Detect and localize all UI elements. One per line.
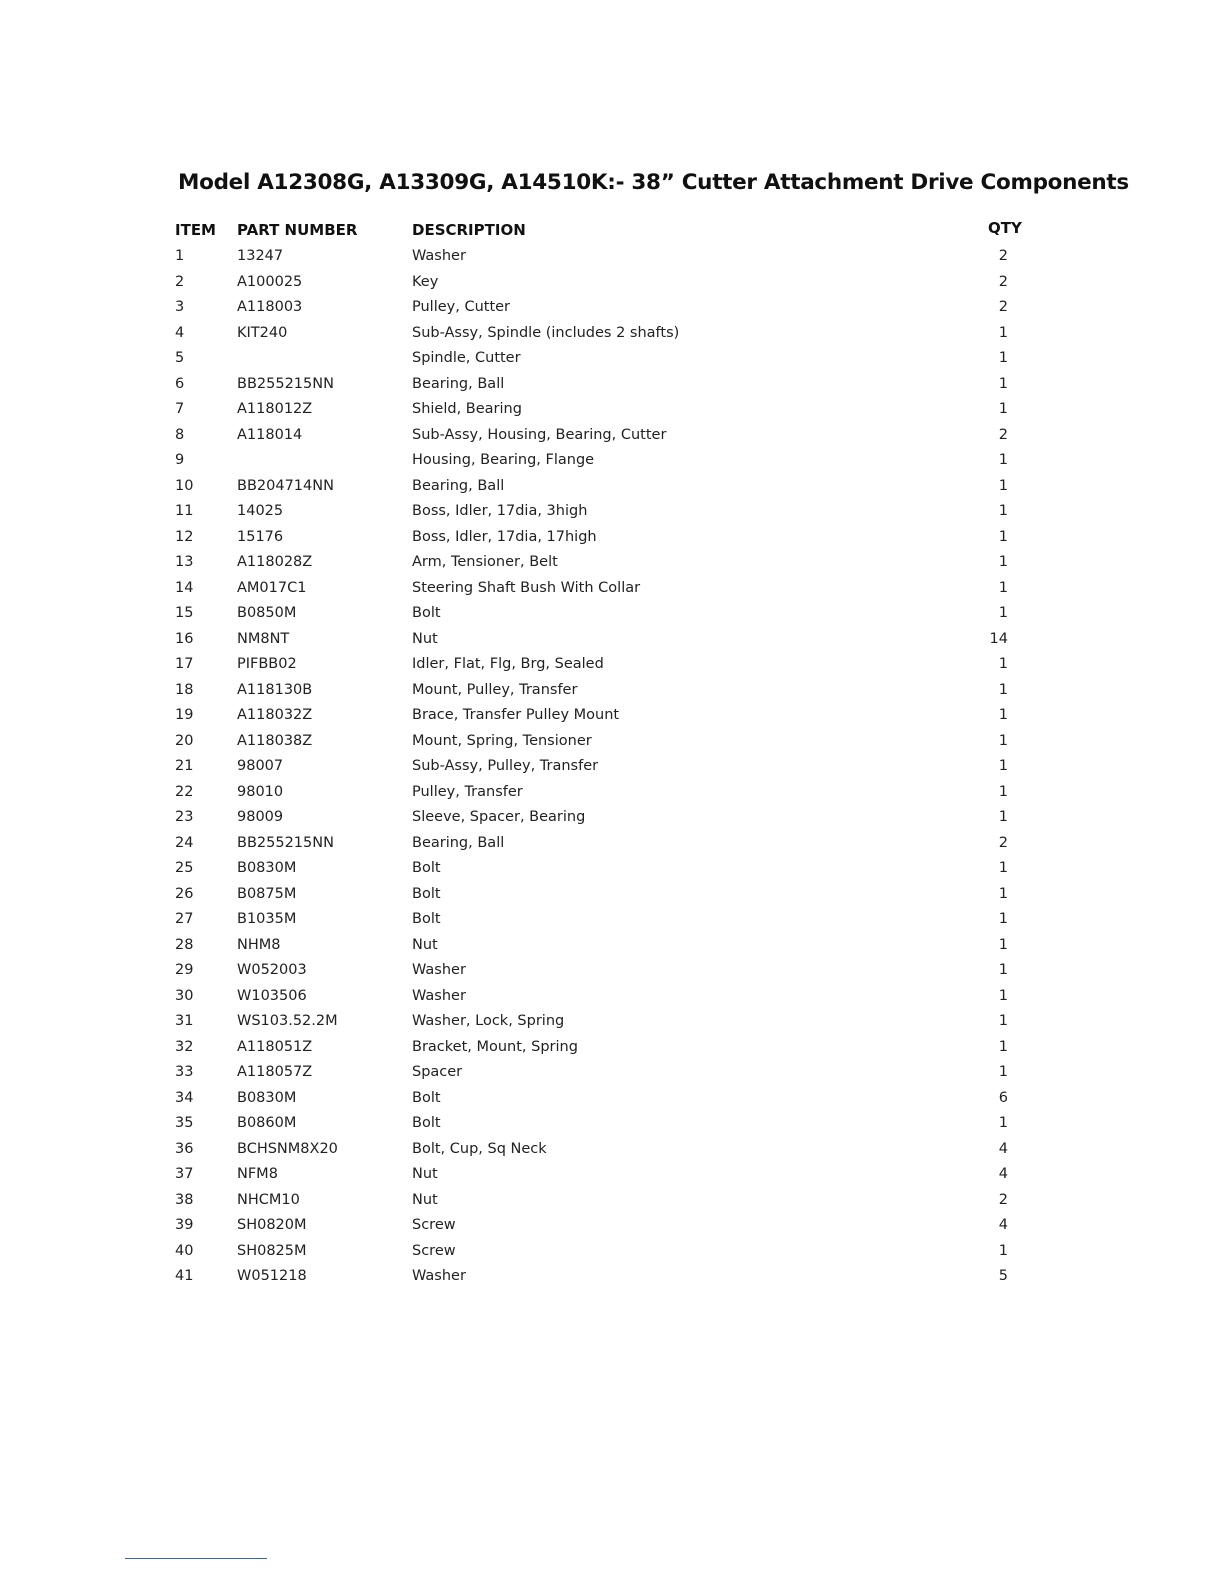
qty-cell: 1 xyxy=(998,1242,1008,1259)
table-row xyxy=(0,629,1224,655)
description-cell: Spindle, Cutter xyxy=(412,350,521,366)
item-cell: 5 xyxy=(175,350,185,366)
table-row xyxy=(0,323,1224,349)
description-cell: Shield, Bearing xyxy=(412,401,522,417)
description-cell: Boss, Idler, 17dia, 3high xyxy=(412,503,588,519)
part-number-cell: BB255215NN xyxy=(237,834,334,851)
table-row xyxy=(0,399,1224,425)
column-header-description: DESCRIPTION xyxy=(412,221,526,239)
description-cell: Boss, Idler, 17dia, 17high xyxy=(412,528,597,545)
table-row xyxy=(0,527,1224,553)
item-cell: 3 xyxy=(175,299,185,315)
part-number-cell: NHM8 xyxy=(237,936,281,953)
description-cell: Mount, Spring, Tensioner xyxy=(412,732,592,749)
qty-cell: 4 xyxy=(998,1140,1008,1157)
qty-cell: 1 xyxy=(998,656,1008,672)
parts-table xyxy=(0,246,1224,1292)
description-cell: Washer xyxy=(412,987,466,1004)
item-cell: 15 xyxy=(175,605,194,621)
item-cell: 8 xyxy=(175,426,185,443)
description-cell: Sleeve, Spacer, Bearing xyxy=(412,809,586,825)
description-cell: Nut xyxy=(412,936,438,953)
qty-cell: 1 xyxy=(998,936,1008,953)
table-row xyxy=(0,807,1224,833)
part-number-cell: SH0820M xyxy=(237,1217,307,1233)
qty-cell: 1 xyxy=(998,860,1008,876)
item-cell: 13 xyxy=(175,554,194,570)
part-number-cell: A118028Z xyxy=(237,554,313,570)
item-cell: 37 xyxy=(175,1166,194,1182)
qty-cell: 1 xyxy=(998,401,1008,417)
item-cell: 20 xyxy=(175,732,194,749)
part-number-cell: A118014 xyxy=(237,426,303,443)
part-number-cell: A118012Z xyxy=(237,401,313,417)
table-row xyxy=(0,756,1224,782)
item-cell: 2 xyxy=(175,273,185,290)
table-row xyxy=(0,1062,1224,1088)
description-cell: Mount, Pulley, Transfer xyxy=(412,681,578,698)
column-header-part-number: PART NUMBER xyxy=(237,221,358,239)
qty-cell: 6 xyxy=(998,1089,1008,1106)
table-row xyxy=(0,1139,1224,1165)
part-number-cell: W103506 xyxy=(237,987,307,1004)
item-cell: 26 xyxy=(175,885,194,902)
description-cell: Bolt xyxy=(412,605,441,621)
item-cell: 30 xyxy=(175,987,194,1004)
table-row xyxy=(0,833,1224,859)
description-cell: Spacer xyxy=(412,1064,463,1080)
description-cell: Pulley, Transfer xyxy=(412,783,523,800)
description-cell: Washer xyxy=(412,248,466,264)
description-cell: Steering Shaft Bush With Collar xyxy=(412,579,641,596)
description-cell: Sub-Assy, Housing, Bearing, Cutter xyxy=(412,426,667,443)
table-row xyxy=(0,731,1224,757)
description-cell: Bolt xyxy=(412,1115,441,1131)
table-row xyxy=(0,960,1224,986)
part-number-cell: SH0825M xyxy=(237,1242,307,1259)
item-cell: 32 xyxy=(175,1038,194,1055)
table-row xyxy=(0,501,1224,527)
part-number-cell: W051218 xyxy=(237,1268,307,1284)
part-number-cell: NFM8 xyxy=(237,1166,278,1182)
qty-cell: 1 xyxy=(998,681,1008,698)
part-number-cell: 15176 xyxy=(237,528,284,545)
qty-cell: 14 xyxy=(989,630,1008,647)
qty-cell: 4 xyxy=(998,1217,1008,1233)
description-cell: Bearing, Ball xyxy=(412,375,505,392)
qty-cell: 4 xyxy=(998,1166,1008,1182)
table-row xyxy=(0,348,1224,374)
item-cell: 28 xyxy=(175,936,194,953)
qty-cell: 1 xyxy=(998,911,1008,927)
table-row xyxy=(0,476,1224,502)
qty-cell: 1 xyxy=(998,503,1008,519)
description-cell: Nut xyxy=(412,1166,438,1182)
item-cell: 21 xyxy=(175,758,194,774)
qty-cell: 2 xyxy=(998,426,1008,443)
item-cell: 7 xyxy=(175,401,185,417)
qty-cell: 1 xyxy=(998,758,1008,774)
description-cell: Washer xyxy=(412,962,466,978)
table-row xyxy=(0,884,1224,910)
qty-cell: 2 xyxy=(998,248,1008,264)
qty-cell: 1 xyxy=(998,1115,1008,1131)
description-cell: Sub-Assy, Spindle (includes 2 shafts) xyxy=(412,324,680,341)
item-cell: 6 xyxy=(175,375,185,392)
table-row xyxy=(0,246,1224,272)
part-number-cell: BB204714NN xyxy=(237,477,334,494)
item-cell: 41 xyxy=(175,1268,194,1284)
qty-cell: 2 xyxy=(998,299,1008,315)
description-cell: Washer xyxy=(412,1268,466,1284)
table-row xyxy=(0,909,1224,935)
table-row xyxy=(0,450,1224,476)
description-cell: Nut xyxy=(412,630,438,647)
part-number-cell: A100025 xyxy=(237,273,303,290)
item-cell: 11 xyxy=(175,503,194,519)
table-row xyxy=(0,1190,1224,1216)
description-cell: Bearing, Ball xyxy=(412,477,505,494)
column-header-qty: QTY xyxy=(988,219,1022,237)
qty-cell: 2 xyxy=(998,1191,1008,1208)
part-number-cell: B0830M xyxy=(237,860,297,876)
qty-cell: 1 xyxy=(998,375,1008,392)
qty-cell: 1 xyxy=(998,528,1008,545)
part-number-cell: BB255215NN xyxy=(237,375,334,392)
description-cell: Bolt xyxy=(412,911,441,927)
item-cell: 39 xyxy=(175,1217,194,1233)
qty-cell: 1 xyxy=(998,579,1008,596)
part-number-cell: NM8NT xyxy=(237,630,290,647)
item-cell: 23 xyxy=(175,809,194,825)
table-row xyxy=(0,1241,1224,1267)
qty-cell: 1 xyxy=(998,707,1008,723)
part-number-cell: A118130B xyxy=(237,681,313,698)
table-row xyxy=(0,603,1224,629)
table-row xyxy=(0,782,1224,808)
item-cell: 9 xyxy=(175,452,185,468)
table-row xyxy=(0,680,1224,706)
part-number-cell: A118051Z xyxy=(237,1038,313,1055)
table-row xyxy=(0,1011,1224,1037)
qty-cell: 1 xyxy=(998,987,1008,1004)
item-cell: 33 xyxy=(175,1064,194,1080)
qty-cell: 1 xyxy=(998,732,1008,749)
qty-cell: 1 xyxy=(998,324,1008,341)
part-number-cell: A118032Z xyxy=(237,707,313,723)
item-cell: 25 xyxy=(175,860,194,876)
qty-cell: 1 xyxy=(998,554,1008,570)
description-cell: Washer, Lock, Spring xyxy=(412,1013,565,1029)
part-number-cell: A118003 xyxy=(237,299,303,315)
qty-cell: 1 xyxy=(998,452,1008,468)
description-cell: Bolt xyxy=(412,1089,441,1106)
description-cell: Bolt xyxy=(412,860,441,876)
description-cell: Key xyxy=(412,273,439,290)
qty-cell: 5 xyxy=(998,1268,1008,1284)
qty-cell: 1 xyxy=(998,783,1008,800)
part-number-cell: 14025 xyxy=(237,503,284,519)
description-cell: Brace, Transfer Pulley Mount xyxy=(412,707,620,723)
item-cell: 19 xyxy=(175,707,194,723)
description-cell: Nut xyxy=(412,1191,438,1208)
description-cell: Screw xyxy=(412,1217,456,1233)
table-row xyxy=(0,1164,1224,1190)
description-cell: Arm, Tensioner, Belt xyxy=(412,554,558,570)
item-cell: 31 xyxy=(175,1013,194,1029)
qty-cell: 1 xyxy=(998,962,1008,978)
description-cell: Housing, Bearing, Flange xyxy=(412,452,595,468)
part-number-cell: AM017C1 xyxy=(237,579,307,596)
table-row xyxy=(0,1266,1224,1292)
table-row xyxy=(0,935,1224,961)
item-cell: 10 xyxy=(175,477,194,494)
item-cell: 1 xyxy=(175,248,185,264)
part-number-cell: 98007 xyxy=(237,758,284,774)
footer-divider xyxy=(125,1558,267,1559)
table-row xyxy=(0,858,1224,884)
part-number-cell: B0860M xyxy=(237,1115,297,1131)
item-cell: 29 xyxy=(175,962,194,978)
item-cell: 14 xyxy=(175,579,194,596)
item-cell: 35 xyxy=(175,1115,194,1131)
table-row xyxy=(0,1215,1224,1241)
column-header-item: ITEM xyxy=(175,221,216,239)
table-row xyxy=(0,705,1224,731)
table-row xyxy=(0,986,1224,1012)
part-number-cell: 98009 xyxy=(237,809,284,825)
item-cell: 18 xyxy=(175,681,194,698)
part-number-cell: B0850M xyxy=(237,605,297,621)
table-row xyxy=(0,272,1224,298)
description-cell: Idler, Flat, Flg, Brg, Sealed xyxy=(412,656,604,672)
table-row xyxy=(0,1113,1224,1139)
part-number-cell: A118057Z xyxy=(237,1064,313,1080)
part-number-cell: 13247 xyxy=(237,248,284,264)
item-cell: 27 xyxy=(175,911,194,927)
part-number-cell: WS103.52.2M xyxy=(237,1013,338,1029)
item-cell: 36 xyxy=(175,1140,194,1157)
description-cell: Bearing, Ball xyxy=(412,834,505,851)
table-row xyxy=(0,552,1224,578)
item-cell: 12 xyxy=(175,528,194,545)
qty-cell: 1 xyxy=(998,1064,1008,1080)
table-row xyxy=(0,297,1224,323)
qty-cell: 1 xyxy=(998,350,1008,366)
page-title: Model A12308G, A13309G, A14510K:- 38” Cutter Attachment Drive Components xyxy=(178,170,1129,195)
item-cell: 40 xyxy=(175,1242,194,1259)
item-cell: 24 xyxy=(175,834,194,851)
description-cell: Bracket, Mount, Spring xyxy=(412,1038,578,1055)
item-cell: 17 xyxy=(175,656,194,672)
part-number-cell: B1035M xyxy=(237,911,297,927)
part-number-cell: A118038Z xyxy=(237,732,313,749)
qty-cell: 2 xyxy=(998,834,1008,851)
table-row xyxy=(0,1037,1224,1063)
item-cell: 22 xyxy=(175,783,194,800)
part-number-cell: 98010 xyxy=(237,783,284,800)
description-cell: Screw xyxy=(412,1242,456,1259)
part-number-cell: B0875M xyxy=(237,885,297,902)
part-number-cell: BCHSNM8X20 xyxy=(237,1140,338,1157)
qty-cell: 1 xyxy=(998,885,1008,902)
item-cell: 34 xyxy=(175,1089,194,1106)
part-number-cell: B0830M xyxy=(237,1089,297,1106)
table-row xyxy=(0,425,1224,451)
item-cell: 4 xyxy=(175,324,185,341)
description-cell: Pulley, Cutter xyxy=(412,299,511,315)
table-row xyxy=(0,654,1224,680)
qty-cell: 1 xyxy=(998,1038,1008,1055)
description-cell: Bolt xyxy=(412,885,441,902)
item-cell: 16 xyxy=(175,630,194,647)
table-row xyxy=(0,1088,1224,1114)
qty-cell: 1 xyxy=(998,477,1008,494)
part-number-cell: KIT240 xyxy=(237,324,288,341)
qty-cell: 1 xyxy=(998,1013,1008,1029)
description-cell: Sub-Assy, Pulley, Transfer xyxy=(412,758,599,774)
part-number-cell: NHCM10 xyxy=(237,1191,300,1208)
qty-cell: 1 xyxy=(998,809,1008,825)
part-number-cell: W052003 xyxy=(237,962,307,978)
item-cell: 38 xyxy=(175,1191,194,1208)
qty-cell: 2 xyxy=(998,273,1008,290)
description-cell: Bolt, Cup, Sq Neck xyxy=(412,1140,547,1157)
table-row xyxy=(0,578,1224,604)
table-row xyxy=(0,374,1224,400)
qty-cell: 1 xyxy=(998,605,1008,621)
part-number-cell: PIFBB02 xyxy=(237,656,297,672)
